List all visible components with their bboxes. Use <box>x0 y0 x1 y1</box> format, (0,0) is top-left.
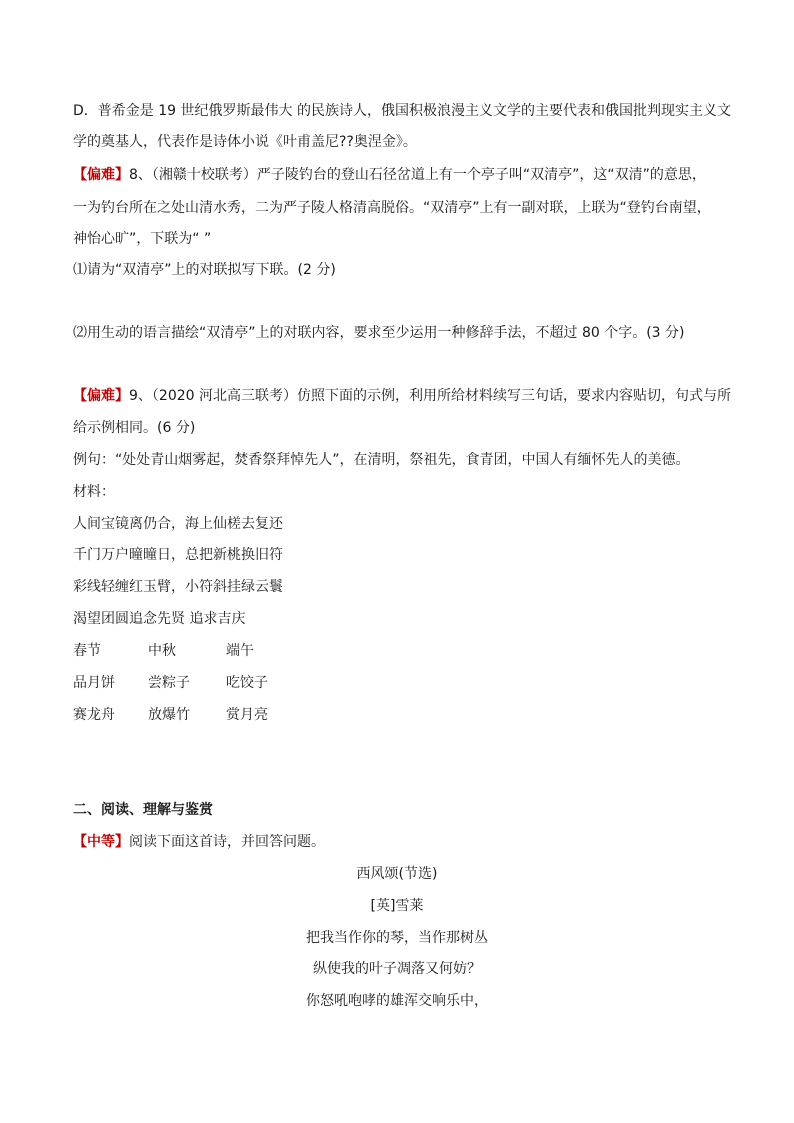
question-8-text: 8、（湘赣十校联考）严子陵钓台的登山石径岔道上有一个亭子叫“双清亭”，这“双清”的意思， <box>129 167 706 183</box>
section-heading: 二、阅读、理解与鉴赏 <box>73 802 213 818</box>
question-8-line-2: 一为钓台所在之处山清水秀，二为严子陵人格清高脱俗。“双清亭”上有一副对联，上联为“登钓台南望， <box>73 200 711 216</box>
grid-cell: 赛龙舟 <box>73 707 115 723</box>
grid-cell: 端午 <box>226 643 254 659</box>
difficulty-tag: 【偏难】 <box>73 167 129 183</box>
poem-title: 西风颂(节选) <box>356 866 438 882</box>
question-8-sub-2: ⑵用生动的语言描绘“双清亭”上的对联内容，要求至少运用一种修辞手法，不超过 80 个字。(3 分) <box>73 325 685 341</box>
poem-line-3: 你怒吼咆哮的雄浑交响乐中， <box>306 993 488 1009</box>
poem-author: [英]雪莱 <box>370 898 424 914</box>
poem-line-1: 把我当作你的琴，当作那树丛 <box>306 930 488 946</box>
difficulty-tag: 【偏难】 <box>73 388 129 404</box>
grid-cell: 尝粽子 <box>148 675 190 691</box>
material-poem-3: 彩线轻缠红玉臂，小符斜挂绿云鬟 <box>73 579 283 595</box>
question-8-sub-1: ⑴请为“双清亭”上的对联拟写下联。(2 分) <box>73 262 336 278</box>
option-d-line-1: D．普希金是 19 世纪俄罗斯最伟大 的民族诗人，俄国积极浪漫主义文学的主要代表和俄国批判现实主义文 <box>73 103 731 119</box>
question-8-line-1 <box>73 165 706 185</box>
question-9-line-1 <box>73 386 731 406</box>
material-label: 材料： <box>73 484 115 500</box>
grid-cell: 中秋 <box>148 643 176 659</box>
example-sentence: 例句：“处处青山烟雾起，焚香祭拜悼先人”，在清明，祭祖先，食青团，中国人有缅怀先人的美德。 <box>73 452 690 468</box>
grid-cell: 赏月亮 <box>226 707 268 723</box>
grid-cell: 放爆竹 <box>148 707 190 723</box>
material-poem-4: 渴望团圆追念先贤 追求吉庆 <box>73 611 246 627</box>
section-2-intro <box>73 832 325 852</box>
material-poem-2: 千门万户曈曈日，总把新桃换旧符 <box>73 547 283 563</box>
grid-cell: 春节 <box>73 643 101 659</box>
intro-text: 阅读下面这首诗，并回答问题。 <box>129 834 325 850</box>
question-8-line-3: 神怡心旷”，下联为“ ” <box>73 231 212 247</box>
difficulty-tag: 【中等】 <box>73 834 129 850</box>
material-poem-1: 人间宝镜离仍合，海上仙槎去复还 <box>73 516 283 532</box>
grid-cell: 品月饼 <box>73 675 115 691</box>
question-9-text: 9、（2020 河北高三联考）仿照下面的示例，利用所给材料续写三句话，要求内容贴切，句式与所 <box>129 388 731 404</box>
question-9-line-2: 给示例相同。(6 分) <box>73 420 196 436</box>
poem-line-2: 纵使我的叶子凋落又何妨？ <box>313 961 481 977</box>
option-d-line-2: 学的奠基人，代表作是诗体小说《叶甫盖尼??奥涅金》。 <box>73 134 417 150</box>
grid-cell: 吃饺子 <box>226 675 268 691</box>
